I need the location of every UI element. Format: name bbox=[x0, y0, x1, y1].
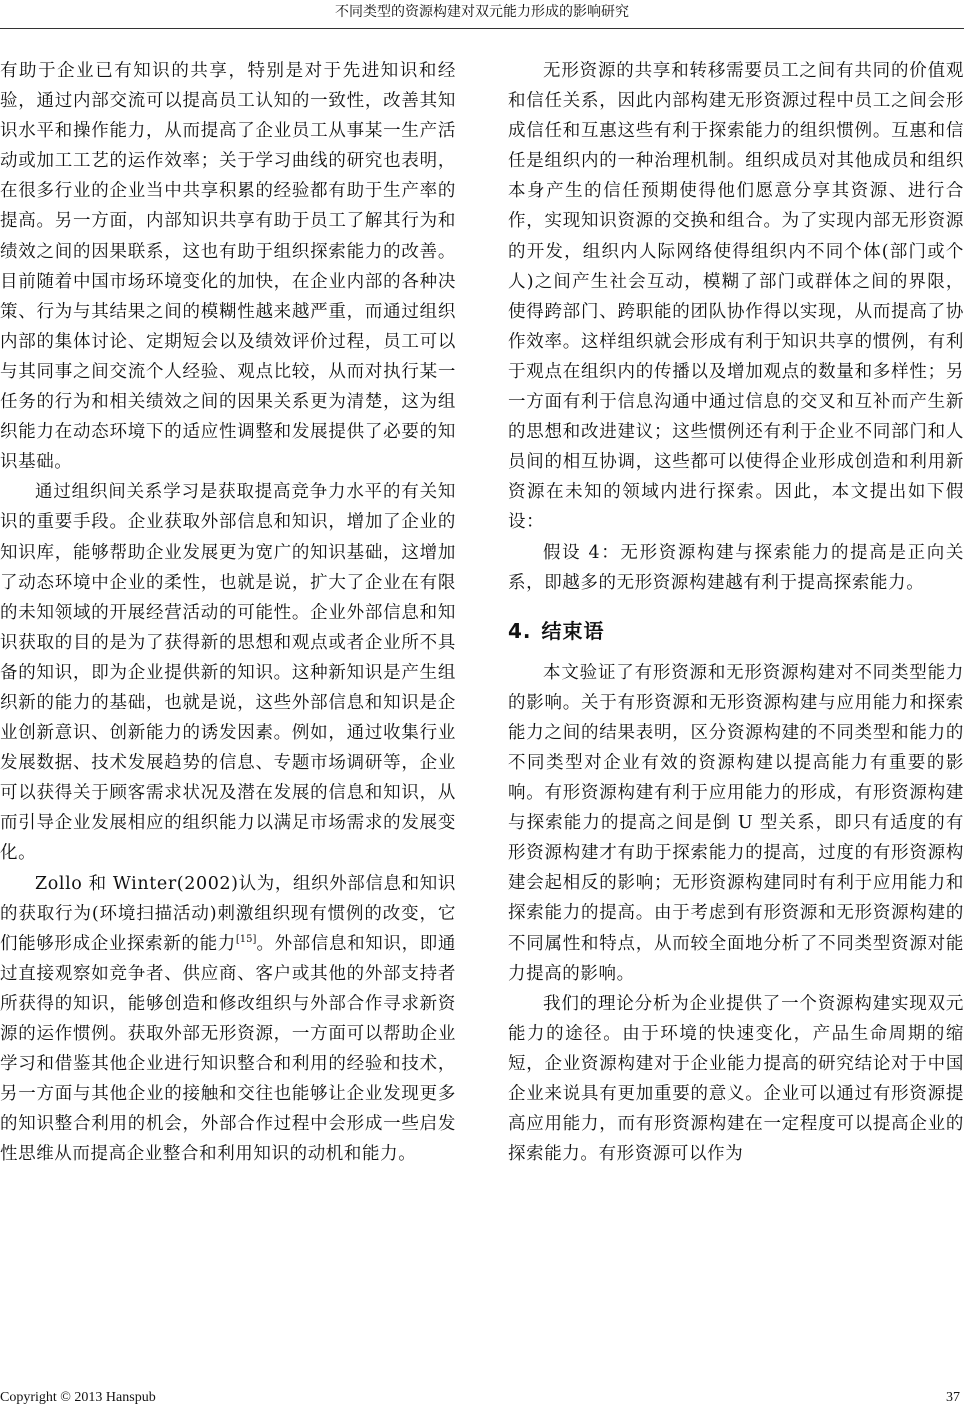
header-divider bbox=[0, 28, 964, 29]
paragraph: 有助于企业已有知识的共享，特别是对于先进知识和经验，通过内部交流可以提高员工认知的一致性，改善其知识水平和操作能力，从而提高了企业员工从事某一生产活动或加工工艺的运作效率；关于学习曲线的研究也表明，在很多行业的企业当中共享积累的经验都有助于生产率的提高。另一方面，内部知识共享有助于员工了解其行为和绩效之间的因果联系，这也有助于组织探索能力的改善。目前随着中国市场环境变化的加快，在企业内部的各种决策、行为与其结果之间的模糊性越来越严重，而通过组织内部的集体讨论、定期短会以及绩效评价过程，员工可以与其同事之间交流个人经验、观点比较，从而对执行某一任务的行为和相关绩效之间的因果关系更为清楚，这为组织能力在动态环境下的适应性调整和发展提供了必要的知识基础。 bbox=[0, 61, 456, 473]
paragraph: 无形资源的共享和转移需要员工之间有共同的价值观和信任关系，因此内部构建无形资源过程中员工之间会形成信任和互惠这些有利于探索能力的组织惯例。互惠和信任是组织内的一种治理机制。组织成员对其他成员和组织本身产生的信任预期使得他们愿意分享其资源、进行合作，实现知识资源的交换和组合。为了实现内部无形资源的开发，组织内人际网络使得组织内不同个体(部门或个人)之间产生社会互动，模糊了部门或群体之间的界限，使得跨部门、跨职能的团队协作得以实现，从而提高了协作效率。这样组织就会形成有利于知识共享的惯例，有利于观点在组织内的传播以及增加观点的数量和多样性；另一方面有利于信息沟通中通过信息的交叉和互补而产生新的思想和改进建议；这些惯例还有利于企业不同部门和人员间的相互协调，这些都可以使得企业形成创造和利用新资源在未知的领域内进行探索。因此，本文提出如下假设： bbox=[508, 61, 964, 533]
running-header-title: 不同类型的资源构建对双元能力形成的影响研究 bbox=[335, 4, 629, 20]
page-footer bbox=[0, 1390, 964, 1410]
paragraph: 本文验证了有形资源和无形资源构建对不同类型能力的影响。关于有形资源和无形资源构建与应用能力和探索能力之间的结果表明，区分资源构建的不同类型和能力的不同类型对企业有效的资源构建以提高能力有重要的影响。有形资源构建有利于应用能力的形成，有形资源构建与探索能力的提高之间是倒 U 型关系，即只有适度的有形资源构建才有助于探索能力的提高，过度的有形资源构建会起相反的影响；无形资源构建同时有利于应用能力和探索能力的提高。由于考虑到有形资源和无形资源构建的不同属性和特点，从而较全面地分析了不同类型资源对能力提高的影响。 bbox=[508, 662, 964, 984]
left-column bbox=[0, 56, 456, 1169]
right-column bbox=[508, 56, 964, 1169]
section-number: 4. bbox=[508, 618, 532, 643]
section-heading bbox=[508, 616, 964, 646]
paragraph: 我们的理论分析为企业提供了一个资源构建实现双元能力的途径。由于环境的快速变化，产品生命周期的缩短，企业资源构建对于企业能力提高的研究结论对于中国企业来说具有更加重要的意义。企业可以通过有形资源提高应用能力，而有形资源构建在一定程度可以提高企业的探索能力。有形资源可以作为 bbox=[508, 993, 964, 1165]
copyright-notice: Copyright © 2013 Hanspub bbox=[0, 1390, 156, 1405]
running-header bbox=[0, 0, 964, 30]
paragraph bbox=[0, 869, 456, 1170]
page-number: 37 bbox=[946, 1390, 960, 1405]
hypothesis-paragraph: 假设 4：无形资源构建与探索能力的提高是正向关系，即越多的无形资源构建越有利于提高探索能力。 bbox=[508, 542, 964, 593]
citation-reference[interactable]: [15] bbox=[235, 933, 257, 945]
paragraph-text: Zollo 和 Winter(2002)认为，组织外部信息和知识的获取行为(环境扫描活动)刺激组织现有惯例的改变，它们能够形成企业探索新的能力 bbox=[0, 873, 456, 954]
section-title: 结束语 bbox=[541, 618, 605, 643]
paragraph-text: 。外部信息和知识，即通过直接观察如竞争者、供应商、客户或其他的外部支持者所获得的知识，能够创造和修改组织与外部合作寻求新资源的运作惯例。获取外部无形资源，一方面可以帮助企业学习和借鉴其他企业进行知识整合和利用的经验和技术，另一方面与其他企业的接触和交往也能够让企业发现更多的知识整合利用的机会，外部合作过程中会形成一些启发性思维从而提高企业整合和利用知识的动机和能力。 bbox=[0, 933, 456, 1165]
paragraph: 通过组织间关系学习是获取提高竞争力水平的有关知识的重要手段。企业获取外部信息和知识，增加了企业的知识库，能够帮助企业发展更为宽广的知识基础，这增加了动态环境中企业的柔性，也就是说，扩大了企业在有限的未知领域的开展经营活动的可能性。企业外部信息和知识获取的目的是为了获得新的思想和观点或者企业所不具备的知识，即为企业提供新的知识。这种新知识是产生组织新的能力的基础，也就是说，这些外部信息和知识是企业创新意识、创新能力的诱发因素。例如，通过收集行业发展数据、技术发展趋势的信息、专题市场调研等，企业可以获得关于顾客需求状况及潜在发展的信息和知识，从而引导企业发展相应的组织能力以满足市场需求的发展变化。 bbox=[0, 482, 456, 864]
